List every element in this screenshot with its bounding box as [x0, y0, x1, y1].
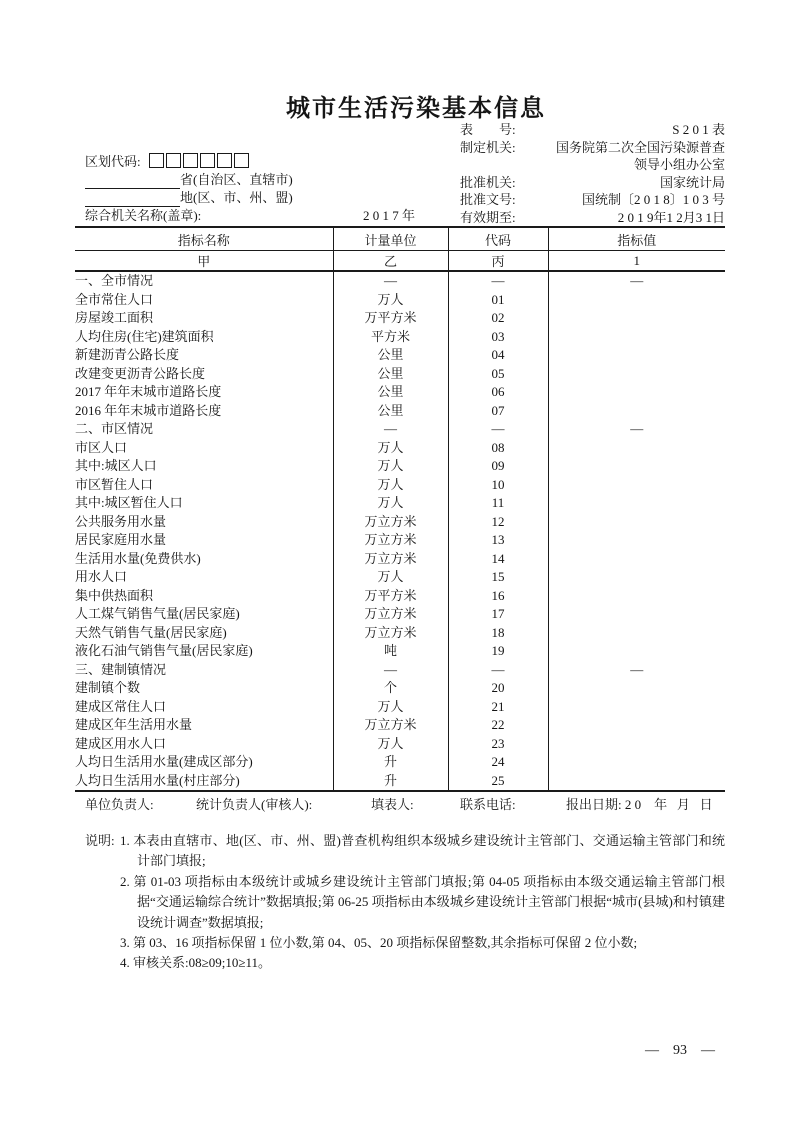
unit-cell: 公里 — [333, 346, 448, 365]
report-date-label: 报出日期: 2 0 年 月 日 — [566, 797, 713, 812]
indicator-name-cell: 三、建制镇情况 — [75, 661, 167, 677]
indicator-name-cell: 建成区年生活用水量 — [75, 717, 193, 732]
meta-value: 领导小组办公室 — [633, 157, 725, 172]
unit-cell: — — [333, 661, 448, 680]
col-key-b: 乙 — [333, 251, 448, 272]
col-key-1: 1 — [548, 251, 725, 272]
col-header-indicator-name: 指标名称 — [75, 227, 333, 251]
unit-cell: 万平方米 — [333, 587, 448, 606]
value-cell — [548, 642, 725, 661]
table-row — [75, 457, 725, 476]
report-year: 2 0 1 7 年 — [363, 208, 416, 223]
indicator-name-cell: 生活用水量(免费供水) — [75, 550, 201, 566]
unit-cell: 万人 — [333, 494, 448, 513]
table-row — [75, 587, 725, 606]
value-cell: — — [548, 661, 725, 680]
unit-cell: 公里 — [333, 383, 448, 402]
code-cell: 17 — [448, 605, 548, 624]
value-cell — [548, 624, 725, 643]
unit-cell: 万人 — [333, 476, 448, 495]
unit-cell: 万人 — [333, 735, 448, 754]
region-code-boxes — [149, 153, 251, 168]
table-row — [75, 772, 725, 792]
code-cell: 04 — [448, 346, 548, 365]
unit-cell: — — [333, 420, 448, 439]
value-cell — [548, 568, 725, 587]
unit-cell: 万立方米 — [333, 716, 448, 735]
note-item: 1. 本表由直辖市、地(区、市、州、盟)普查机构组织本级城乡建设统计主管部门、交通运输主管部门和统计部门填报; — [120, 833, 725, 869]
table-row — [75, 291, 725, 310]
note-item: 2. 第 01-03 项指标由本级统计或城乡建设统计主管部门填报;第 04-05 项指标由本级交通运输主管部门根据“交通运输综合统计”数据填报;第 06-25 项指标由本级城乡建设统计主管部门根据“城市(县城)和村镇建设统计调查”数据填报; — [120, 873, 725, 930]
table-row — [75, 661, 725, 680]
unit-cell: 万立方米 — [333, 531, 448, 550]
meta-row — [460, 174, 725, 192]
value-cell — [548, 309, 725, 328]
unit-cell: 平方米 — [333, 328, 448, 347]
table-row — [75, 753, 725, 772]
indicator-name-cell: 全市常住人口 — [75, 291, 154, 307]
meta-label: 批准文号: — [460, 192, 516, 207]
value-cell — [548, 346, 725, 365]
unit-cell: 升 — [333, 753, 448, 772]
meta-value: 国统制〔2 0 1 8〕1 0 3 号 — [581, 192, 725, 207]
notes-section — [85, 831, 725, 974]
indicator-name-cell: 建成区用水人口 — [75, 735, 167, 751]
code-cell: 15 — [448, 568, 548, 587]
meta-label: 批准机关: — [460, 174, 516, 190]
indicator-name-cell: 房屋竣工面积 — [75, 310, 154, 325]
province-blank-underline — [85, 175, 180, 189]
unit-cell: — — [333, 271, 448, 291]
indicator-name-cell: 一、全市情况 — [75, 273, 154, 288]
code-cell: 21 — [448, 698, 548, 717]
code-cell: 22 — [448, 716, 548, 735]
region-code-box — [200, 153, 215, 168]
code-cell: 18 — [448, 624, 548, 643]
table-header-row — [75, 227, 725, 251]
table-row — [75, 716, 725, 735]
value-cell — [548, 716, 725, 735]
region-code-box — [217, 153, 232, 168]
table-row — [75, 383, 725, 402]
value-cell: — — [548, 420, 725, 439]
province-suffix: 省(自治区、直辖市) — [180, 172, 293, 187]
indicator-name-cell: 居民家庭用水量 — [75, 532, 167, 547]
code-cell: 23 — [448, 735, 548, 754]
note-item: 3. 第 03、16 项指标保留 1 位小数,第 04、05、20 项指标保留整数,其余指标可保留 2 位小数; — [120, 935, 638, 951]
code-cell: — — [448, 420, 548, 439]
phone-label: 联系电话: — [460, 797, 516, 812]
meta-label: 有效期至: — [460, 209, 516, 225]
code-cell: 14 — [448, 550, 548, 569]
prefecture-suffix: 地(区、市、州、盟) — [180, 190, 293, 205]
code-cell: 19 — [448, 642, 548, 661]
meta-row — [460, 121, 725, 139]
value-cell: — — [548, 271, 725, 291]
meta-row — [460, 209, 725, 227]
code-cell: 20 — [448, 679, 548, 698]
meta-value: S 2 0 1 表 — [672, 122, 725, 137]
value-cell — [548, 439, 725, 458]
col-header-unit: 计量单位 — [333, 227, 448, 251]
indicator-name-cell: 人均日生活用水量(村庄部分) — [75, 772, 240, 788]
indicator-name-cell: 建制镇个数 — [75, 680, 141, 695]
unit-cell: 万立方米 — [333, 624, 448, 643]
meta-row — [460, 139, 725, 157]
signature-row — [75, 795, 725, 815]
table-row — [75, 476, 725, 495]
value-cell — [548, 457, 725, 476]
indicator-name-cell: 市区人口 — [75, 439, 128, 455]
unit-cell: 个 — [333, 679, 448, 698]
code-cell: 16 — [448, 587, 548, 606]
table-row — [75, 735, 725, 754]
code-cell: 07 — [448, 402, 548, 421]
value-cell — [548, 550, 725, 569]
code-cell: 11 — [448, 494, 548, 513]
value-cell — [548, 476, 725, 495]
unit-cell: 万人 — [333, 698, 448, 717]
table-row — [75, 439, 725, 458]
meta-label: 制定机关: — [460, 139, 516, 155]
value-cell — [548, 531, 725, 550]
indicator-name-cell: 人均住房(住宅)建筑面积 — [75, 328, 214, 344]
table-key-row — [75, 251, 725, 272]
unit-cell: 公里 — [333, 365, 448, 384]
table-row — [75, 494, 725, 513]
table-row — [75, 531, 725, 550]
indicator-name-cell: 液化石油气销售气量(居民家庭) — [75, 643, 253, 658]
prefecture-line — [85, 189, 293, 207]
unit-cell: 吨 — [333, 642, 448, 661]
page-number-dash-left: — — [645, 1043, 659, 1058]
indicator-name-cell: 改建变更沥青公路长度 — [75, 365, 206, 381]
indicator-name-cell: 市区暂住人口 — [75, 476, 154, 492]
table-row — [75, 624, 725, 643]
value-cell — [548, 383, 725, 402]
unit-cell: 万人 — [333, 568, 448, 587]
indicator-name-cell: 二、市区情况 — [75, 421, 154, 436]
table-row — [75, 513, 725, 532]
unit-cell: 万人 — [333, 291, 448, 310]
meta-row — [460, 191, 725, 209]
table-row — [75, 346, 725, 365]
region-code-label: 区划代码: — [85, 153, 141, 169]
table-row — [75, 328, 725, 347]
indicator-name-cell: 人均日生活用水量(建成区部分) — [75, 754, 253, 769]
province-line — [85, 171, 293, 189]
notes-items — [120, 831, 725, 974]
value-cell — [548, 587, 725, 606]
value-cell — [548, 772, 725, 792]
region-code-box — [234, 153, 249, 168]
code-cell: 06 — [448, 383, 548, 402]
code-cell: 01 — [448, 291, 548, 310]
table-row — [75, 365, 725, 384]
code-cell: — — [448, 661, 548, 680]
indicator-name-cell: 用水人口 — [75, 569, 128, 584]
preparer-label: 填表人: — [371, 797, 414, 812]
table-row — [75, 402, 725, 421]
indicator-name-cell: 其中:城区人口 — [75, 458, 157, 473]
table-row — [75, 605, 725, 624]
table-row — [75, 309, 725, 328]
unit-cell: 万立方米 — [333, 550, 448, 569]
code-cell: — — [448, 271, 548, 291]
org-name-line — [85, 207, 201, 225]
col-key-c: 丙 — [448, 251, 548, 272]
indicator-name-cell: 人工煤气销售气量(居民家庭) — [75, 606, 240, 621]
page-number-value: 93 — [673, 1043, 687, 1058]
indicator-name-cell: 新建沥青公路长度 — [75, 347, 180, 362]
code-cell: 05 — [448, 365, 548, 384]
indicator-name-cell: 建成区常住人口 — [75, 698, 167, 714]
unit-cell: 升 — [333, 772, 448, 792]
region-code-box — [183, 153, 198, 168]
table-row — [75, 679, 725, 698]
form-title: 城市生活污染基本信息 — [286, 96, 546, 122]
value-cell — [548, 679, 725, 698]
note-item: 4. 审核关系:08≥09;10≥11。 — [120, 955, 272, 971]
indicator-name-cell: 公共服务用水量 — [75, 513, 167, 529]
page-number-dash-right: — — [701, 1043, 715, 1058]
indicator-name-cell: 其中:城区暂住人口 — [75, 495, 183, 510]
unit-cell: 万立方米 — [333, 513, 448, 532]
table-row — [75, 698, 725, 717]
table-row — [75, 550, 725, 569]
value-cell — [548, 328, 725, 347]
notes-label: 说明: — [85, 833, 115, 848]
code-cell: 10 — [448, 476, 548, 495]
form-meta-block — [460, 121, 725, 226]
code-cell: 02 — [448, 309, 548, 328]
prefecture-blank-underline — [85, 193, 180, 207]
code-cell: 03 — [448, 328, 548, 347]
code-cell: 25 — [448, 772, 548, 792]
code-cell: 09 — [448, 457, 548, 476]
region-code-box — [149, 153, 164, 168]
unit-cell: 万平方米 — [333, 309, 448, 328]
meta-value: 国务院第二次全国污染源普查 — [555, 139, 725, 155]
indicator-name-cell: 天然气销售气量(居民家庭) — [75, 624, 227, 640]
unit-cell: 公里 — [333, 402, 448, 421]
unit-head-label: 单位负责人: — [85, 797, 154, 812]
org-name-label: 综合机关名称(盖章): — [85, 208, 202, 223]
unit-cell: 万人 — [333, 439, 448, 458]
code-cell: 08 — [448, 439, 548, 458]
table-row — [75, 271, 725, 291]
col-header-value: 指标值 — [548, 227, 725, 251]
meta-label: 表 号: — [460, 122, 516, 137]
code-cell: 12 — [448, 513, 548, 532]
value-cell — [548, 698, 725, 717]
value-cell — [548, 365, 725, 384]
unit-cell: 万立方米 — [333, 605, 448, 624]
meta-value: 2 0 1 9年1 2月3 1日 — [617, 209, 725, 225]
page-number — [600, 1043, 760, 1059]
col-header-code: 代码 — [448, 227, 548, 251]
indicator-name-cell: 2017 年年末城市道路长度 — [75, 384, 222, 399]
value-cell — [548, 753, 725, 772]
value-cell — [548, 291, 725, 310]
value-cell — [548, 494, 725, 513]
region-code-row — [85, 151, 251, 169]
table-row — [75, 420, 725, 439]
code-cell: 24 — [448, 753, 548, 772]
meta-row — [460, 156, 725, 174]
col-key-a: 甲 — [75, 251, 333, 272]
table-row — [75, 568, 725, 587]
code-cell: 13 — [448, 531, 548, 550]
value-cell — [548, 735, 725, 754]
indicator-name-cell: 集中供热面积 — [75, 587, 154, 603]
region-code-box — [166, 153, 181, 168]
value-cell — [548, 402, 725, 421]
indicator-table — [75, 226, 725, 792]
unit-cell: 万人 — [333, 457, 448, 476]
indicator-name-cell: 2016 年年末城市道路长度 — [75, 402, 222, 418]
table-row — [75, 642, 725, 661]
stats-head-label: 统计负责人(审核人): — [196, 797, 313, 812]
value-cell — [548, 513, 725, 532]
value-cell — [548, 605, 725, 624]
meta-value: 国家统计局 — [659, 174, 725, 190]
